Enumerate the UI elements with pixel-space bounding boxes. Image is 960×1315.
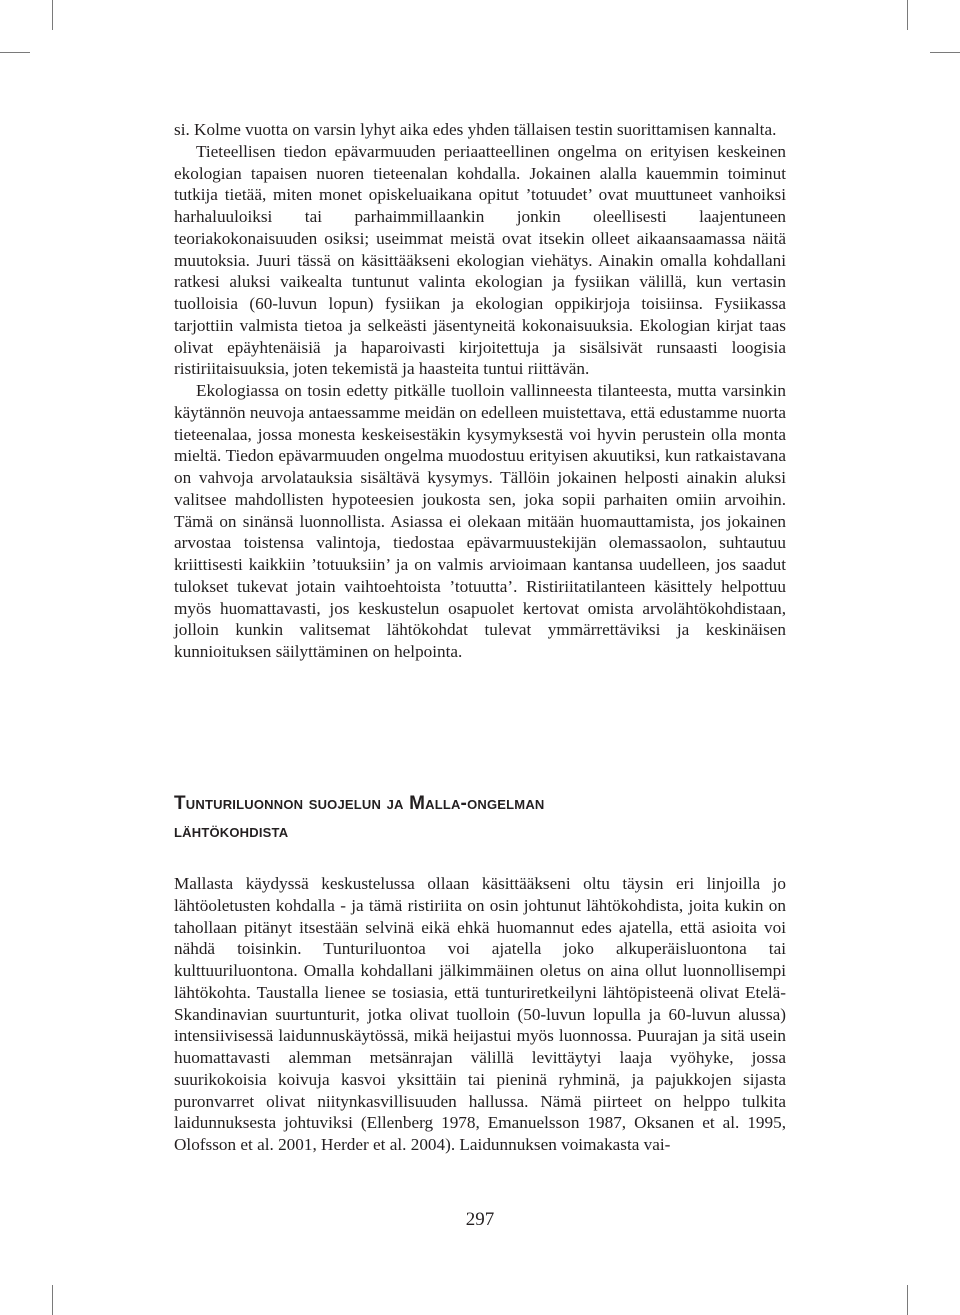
paragraph: Mallasta käydyssä keskustelussa ollaan käsittääkseni oltu täysin eri linjoilla jo lähtöoletusten kohdalla - ja tämä ristiriita on osin johtunut lähtökohdista, joita kukin on tahollaan pitänyt itsestään selvinä eikä ehkä huomannut edes ajatella, että asioita voi nähdä toisinkin. Tunturiluontoa voi ajatella joko alkuperäisluontona tai kulttuuriluontona. Omalla kohdallani jälkimmäinen oletus on aina ollut luonnollisempi lähtökohta. Taustalla lienee se tosiasia, että tunturiretkeilyni lähtöpisteenä olivat Etelä-Skandinavian suurtunturit, jotka olivat tuolloin (50-luvun lopulla ja 60-luvun alussa) intensiivisessä laidunnuskäytössä, mikä heijastui myös luonnossa. Puurajan ja sitä usein huomattavasti alemman metsänrajan välillä levittäytyi laaja vyöhyke, jossa suurikokoisia koivuja kasvoi yksittäin tai pieninä ryhminä, ja pajukkojen sijasta puronvarret olivat niitynkasvillisuuden hallussa. Nämä piirteet on helppo tulkita laidunnuksesta johtuviksi (Ellenberg 1978, Emanuelsson 1987, Oksanen et al. 1995, Olofsson et al. 2001, Herder et al. 2004). Laidunnuksen voimakasta vai- <box>174 874 786 1154</box>
crop-mark-right-top <box>930 52 960 53</box>
crop-mark-top-right <box>907 0 908 30</box>
paragraph: Ekologiassa on tosin edetty pitkälle tuolloin vallinneesta tilanteesta, mutta varsinkin käytännön neuvoja antaessamme meidän on edelleen muistettava, että edustamme nuorta tieteenalaa, jossa monesta keskeisestäkin kysymyksestä voi hyvin perustein olla monta mieltä. Tiedon epävarmuuden ongelma muodostuu erityisen akuutiksi, kun ratkaistavana on vahvoja arvolatauksia sisältävä kysymys. Tällöin jokainen helposti ainakin aluksi valitsee mahdollisten hypoteesien joukosta sen, joka sopii parhaiten omiin arvoihin. Tämä on sinänsä luonnollista. Asiassa ei olekaan mitään huomauttamista, jos jokainen arvostaa toistensa valintoja, tiedostaa epävarmuustekijän olemassaolon, suhtautuu kriittisesti kaikkiin ’totuuksiin’ ja on valmis arvioimaan kantansa uudelleen, jos saadut tulokset tukevat jotain vaihtoehtoista ’totuutta’. Ristiriitatilanteen käsittely helpottuu myös huomattavasti, jos keskustelun osapuolet kertovat omista arvolähtökohdistaan, jolloin kunkin valitsemat lähtökohdat tulevat ymmärrettäviksi ja keskinäisen kunnioituksen säilyttäminen on helpointa. <box>174 381 786 661</box>
body-text-bottom <box>174 873 786 1156</box>
page-number: 297 <box>465 1209 495 1230</box>
crop-mark-left-top <box>0 52 30 53</box>
crop-mark-top-left <box>52 0 53 30</box>
body-text-top <box>174 119 786 663</box>
crop-mark-bottom-right <box>907 1285 908 1315</box>
section-heading: Tunturiluonnon suojelun ja Malla-ongelman <box>174 793 545 814</box>
paragraph: Tieteellisen tiedon epävarmuuden periaatteellinen ongelma on erityisen keskeinen ekologian tapaisen nuoren tieteenalan kohdalla. Jokainen alalla kauemmin toiminut tutkija tietää, miten monet opiskeluaikana opitut ’totuudet’ ovat muuttuneet vanhoiksi harhaluuloiksi tai parhaimmillaankin jonkin oleellisesti laajentuneen teoriakokonaisuuden osiksi; useimmat meistä ovat itsekin olleet aikaansaamassa näitä muutoksia. Juuri tässä on käsittääkseni ekologian viehätys. Ainakin omalla kohdallani ratkesi aluksi vaikealta tuntunut valinta ekologian ja fysiikan välillä, kun vertasin tuolloisia (60-luvun lopun) fysiikan ja ekologian oppikirjoja toisiinsa. Fysiikassa tarjottiin valmista tietoa ja selkeästi jäsentyneitä kokonaisuuksia. Ekologian kirjat taas olivat epäyhtenäisiä ja haparoivasti kirjoitettuja ja sisälsivät runsaasti loogisia ristiriitaisuuksia, joten tekemistä ja haasteita tuntui riittävän. <box>174 141 786 379</box>
paragraph: si. Kolme vuotta on varsin lyhyt aika edes yhden tällaisen testin suorittamisen kannalta. <box>174 120 777 139</box>
crop-mark-bottom-left <box>52 1285 53 1315</box>
section-heading-continued: lähtökohdista <box>174 821 289 842</box>
